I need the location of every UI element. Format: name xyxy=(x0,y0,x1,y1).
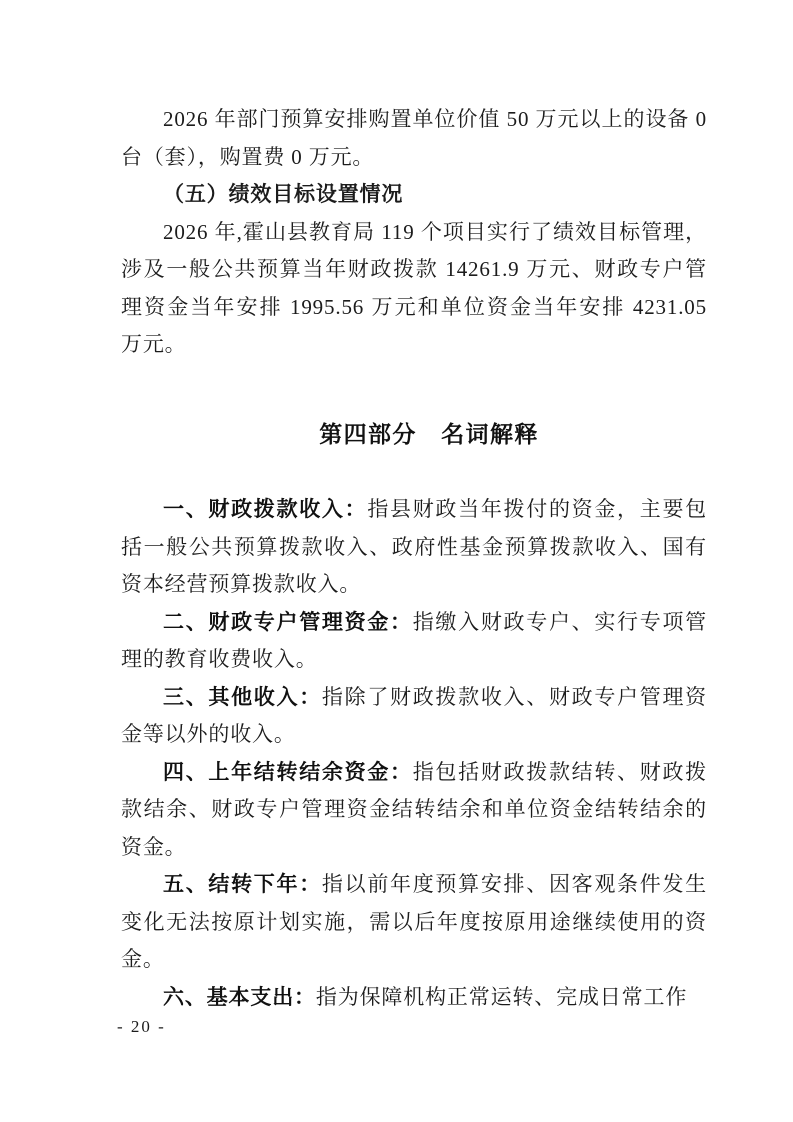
definition-text: 指以前年度预算安排、因客观条件发生变化无法按原计划实施，需以后年度按原用途继续使用的资金。 xyxy=(121,872,707,971)
definition-item-carryover-surplus-funds xyxy=(121,754,707,867)
definition-text: 指除了财政拨款收入、财政专户管理资金等以外的收入。 xyxy=(121,684,707,746)
heading-performance-targets: （五）绩效目标设置情况 xyxy=(163,182,404,206)
definition-term: 三、其他收入： xyxy=(163,685,322,709)
definition-text: 指为保障机构正常运转、完成日常工作 xyxy=(315,984,688,1009)
definition-item-basic-expenditure xyxy=(121,979,707,1017)
document-body xyxy=(121,101,707,1016)
definition-term: 四、上年结转结余资金： xyxy=(163,760,413,784)
definition-term: 六、基本支出： xyxy=(163,985,316,1009)
definition-item-fiscal-appropriation xyxy=(121,491,707,604)
definition-term: 二、财政专户管理资金： xyxy=(163,610,413,634)
definition-term: 一、财政拨款收入： xyxy=(163,498,368,521)
page-number: - 20 - xyxy=(117,1017,166,1036)
definition-item-carryover-next-year xyxy=(121,866,707,979)
definition-text: 指缴入财政专户、实行专项管理的教育收费收入。 xyxy=(121,609,707,671)
section-title: 第四部分 名词解释 xyxy=(319,420,539,447)
paragraph-performance-summary: 2026 年,霍山县教育局 119 个项目实行了绩效目标管理，涉及一般公共预算当年财政拨款 14261.9 万元、财政专户管理资金当年安排 1995.56 万元和单位资金当年安排 4231.05 万元。 xyxy=(121,219,707,356)
definition-text: 指包括财政拨款结转、财政拨款结余、财政专户管理资金结转结余和单位资金结转结余的资金。 xyxy=(121,759,707,859)
definition-item-special-account-funds xyxy=(121,604,707,679)
paragraph-equipment-purchase: 2026 年部门预算安排购置单位价值 50 万元以上的设备 0 台（套），购置费 0 万元。 xyxy=(121,107,707,169)
definition-term: 五、结转下年： xyxy=(163,873,322,896)
definition-item-other-income xyxy=(121,679,707,754)
definition-text: 指县财政当年拨付的资金，主要包括一般公共预算拨款收入、政府性基金预算拨款收入、国有资本经营预算拨款收入。 xyxy=(121,497,707,596)
